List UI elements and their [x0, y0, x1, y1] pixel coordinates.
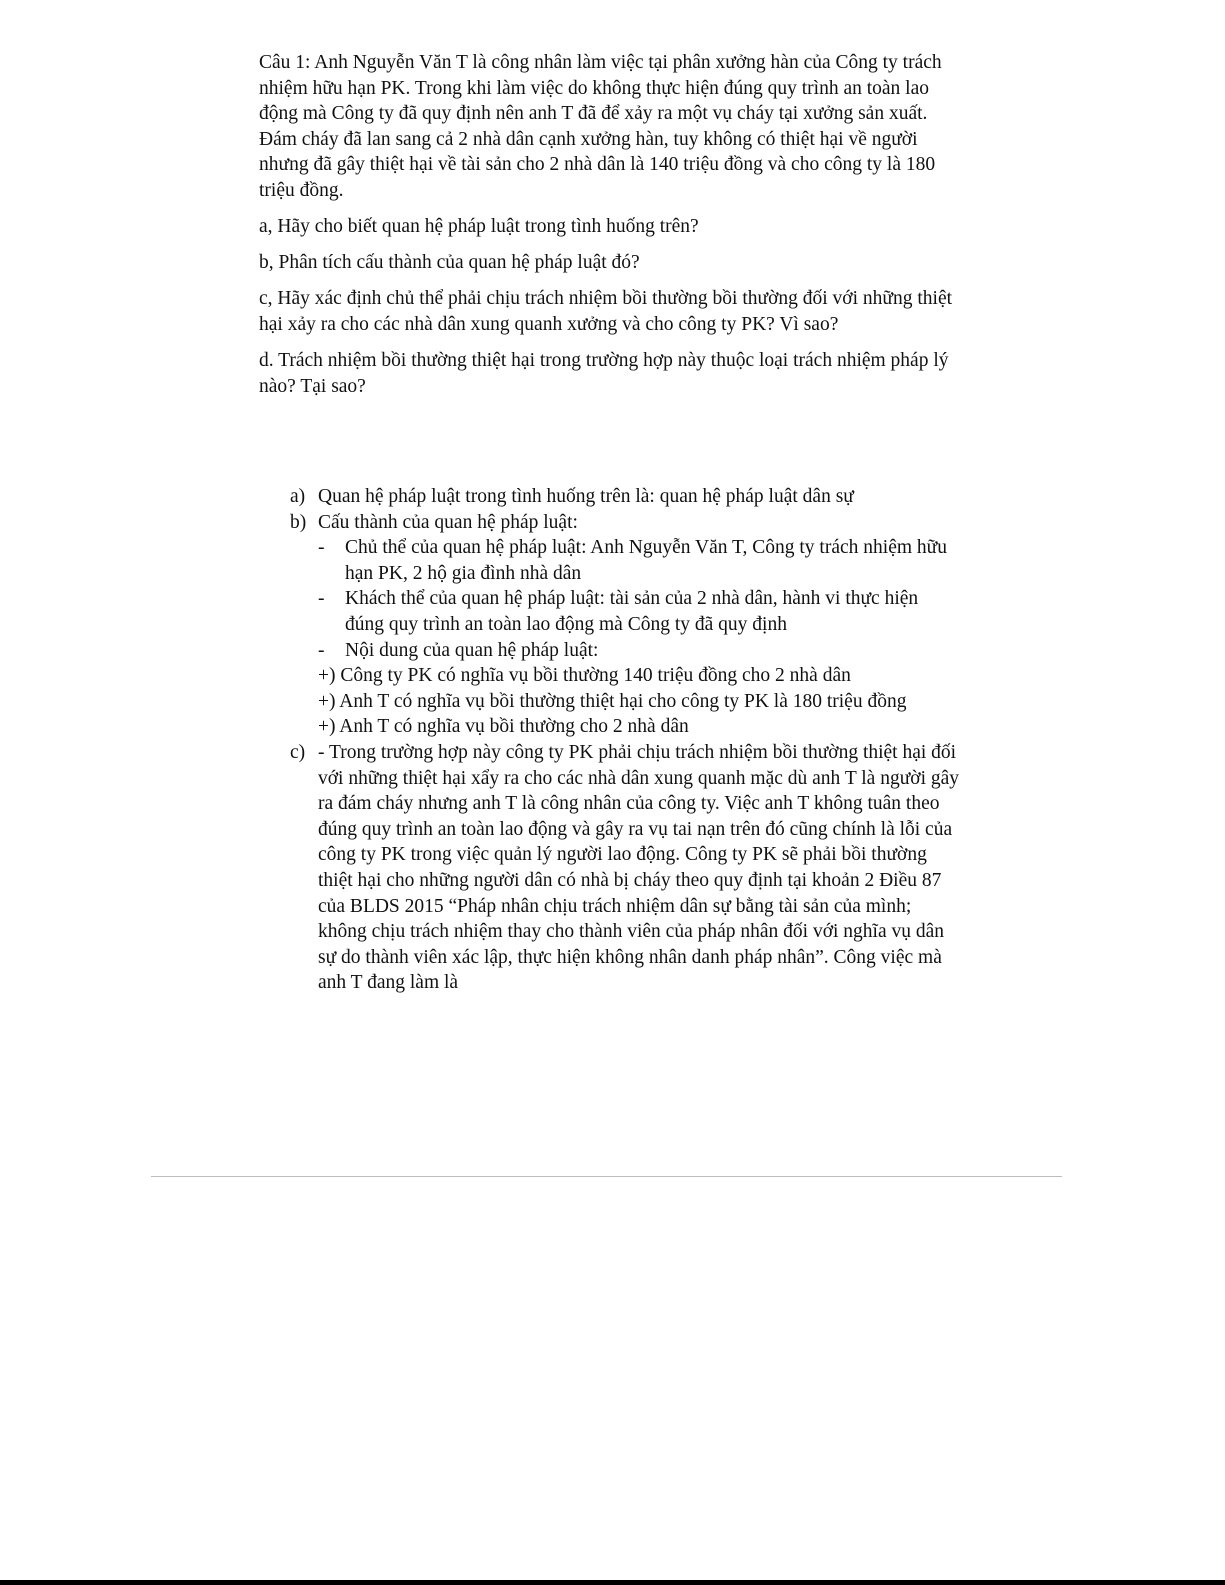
answer-a-text: Quan hệ pháp luật trong tình huống trên là: quan hệ pháp luật dân sự — [318, 486, 854, 507]
answer-b-subject-text: Chủ thể của quan hệ pháp luật: Anh Nguyễn Văn T, Công ty trách nhiệm hữu hạn PK, 2 hộ gia đình nhà dân — [345, 537, 947, 584]
answer-section — [290, 484, 960, 996]
question-b: b, Phân tích cấu thành của quan hệ pháp luật đó? — [259, 252, 640, 274]
answer-b-plus-2: +) Anh T có nghĩa vụ bồi thường thiệt hại cho công ty PK là 180 triệu đồng — [318, 690, 907, 712]
question-d: d. Trách nhiệm bồi thường thiệt hại trong trường hợp này thuộc loại trách nhiệm pháp lý nào? Tại sao? — [259, 349, 949, 397]
answer-a — [290, 484, 960, 510]
page-divider — [151, 1176, 1062, 1177]
answer-c-marker: c) — [290, 741, 306, 763]
answer-b-object — [318, 586, 960, 637]
answer-b-marker: b) — [290, 511, 307, 533]
question-section — [259, 50, 959, 410]
question-a: a, Hãy cho biết quan hệ pháp luật trong tình huống trên? — [259, 216, 699, 238]
answer-b-subject-marker: - — [318, 537, 325, 559]
answer-b-subject — [318, 535, 960, 586]
answer-b-plus-3: +) Anh T có nghĩa vụ bồi thường cho 2 nhà dân — [318, 716, 689, 738]
question-c: c, Hãy xác định chủ thể phải chịu trách nhiệm bồi thường bồi thường đối với những thiệt hại xảy ra cho các nhà dân xung quanh xưởng và cho công ty PK? Vì sao? — [259, 288, 953, 335]
answer-c-text: - Trong trường hợp này công ty PK phải chịu trách nhiệm bồi thường thiệt hại đối với những thiệt hại xẩy ra cho các nhà dân xung quanh mặc dù anh T là người gây ra đám cháy nhưng anh T là công nhân của công ty. Việc anh T không tuân theo đúng quy trình an toàn lao động và gây ra vụ tai nạn trên đó cũng chính là lỗi của công ty PK trong việc quản lý người lao động. Công ty PK sẽ phải bồi thường thiệt hại cho những người dân có nhà bị cháy theo quy định tại khoản 2 Điều 87 của BLDS 2015 “Pháp nhân chịu trách nhiệm dân sự bằng tài sản của mình; không chịu trách nhiệm thay cho thành viên của pháp nhân đối với nghĩa vụ dân sự do thành viên xác lập, thực hiện không nhân danh pháp nhân”. Công việc mà anh T đang làm là — [318, 741, 960, 994]
answer-b-content — [318, 638, 960, 664]
answer-b — [290, 510, 960, 740]
bottom-edge-bar — [0, 1580, 1225, 1585]
answer-c — [290, 740, 960, 996]
question-intro: Câu 1: Anh Nguyễn Văn T là công nhân làm việc tại phân xưởng hàn của Công ty trách nhiệm hữu hạn PK. Trong khi làm việc do không thực hiện đúng quy trình an toàn lao động mà Công ty đã quy định nên anh T đã để xảy ra một vụ cháy tại xưởng sản xuất. Đám cháy đã lan sang cả 2 nhà dân cạnh xưởng hàn, tuy không có thiệt hại về người nhưng đã gây thiệt hại về tài sản cho 2 nhà dân là 140 triệu đồng và cho công ty là 180 triệu đồng. — [259, 52, 942, 201]
answer-a-marker: a) — [290, 486, 306, 507]
answer-b-plus-1: +) Công ty PK có nghĩa vụ bồi thường 140 triệu đồng cho 2 nhà dân — [318, 665, 851, 687]
answer-b-object-marker: - — [318, 588, 325, 610]
answer-b-text: Cấu thành của quan hệ pháp luật: — [318, 511, 578, 533]
answer-b-content-text: Nội dung của quan hệ pháp luật: — [345, 639, 599, 661]
answer-b-content-marker: - — [318, 639, 325, 661]
answer-b-object-text: Khách thể của quan hệ pháp luật: tài sản của 2 nhà dân, hành vi thực hiện đúng quy trình an toàn lao động mà Công ty đã quy định — [345, 588, 919, 635]
